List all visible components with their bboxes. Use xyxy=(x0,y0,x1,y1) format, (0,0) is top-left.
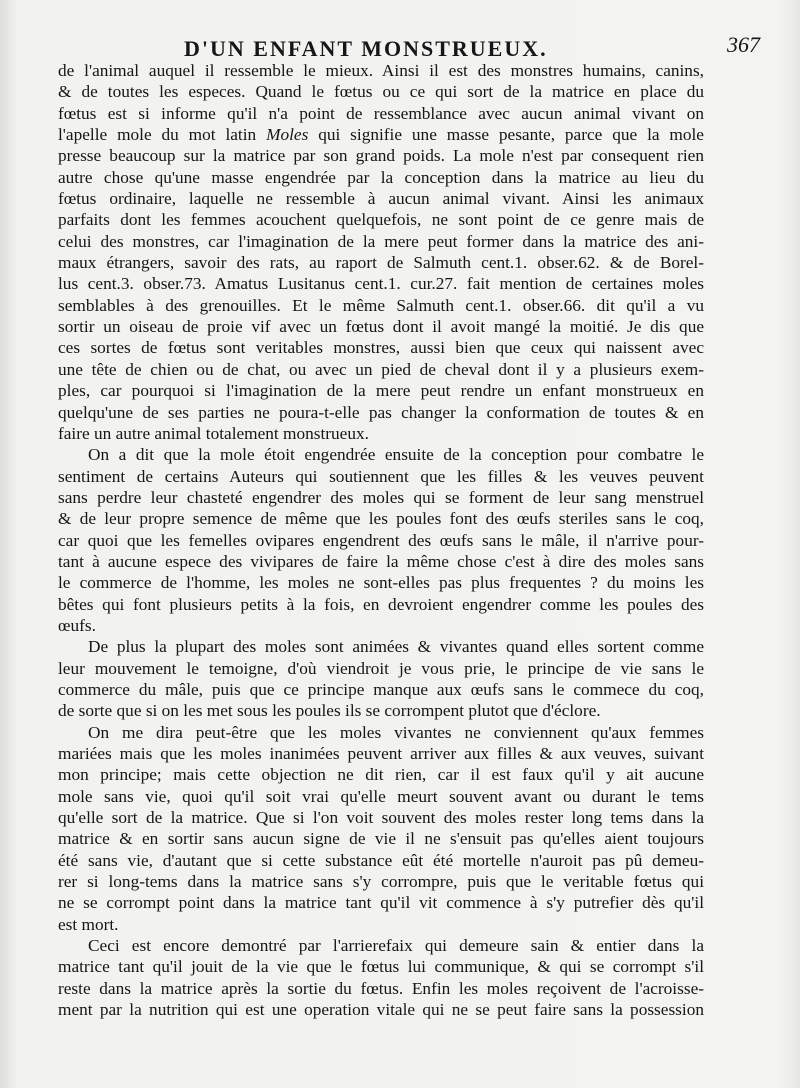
text-line: leur mouvement le temoigne, d'où viendroit je vous prie, le principe de vie sans le xyxy=(58,658,704,678)
text-line: ne se corrompt point dans la matrice tant qu'il vit commence à s'y putrefier dès qu'il xyxy=(58,893,704,913)
text-line: presse beaucoup sur la matrice par son grand poids. La mole n'est par consequent rien xyxy=(58,146,704,166)
text-line: mon principe; mais cette objection ne dit rien, car il est faux qu'il y ait aucune xyxy=(58,765,704,785)
text-line: œufs. xyxy=(58,615,96,635)
running-title: D'UN ENFANT MONSTRUEUX. xyxy=(184,36,548,61)
text-line: & de leur propre semence de même que les poules font des œufs steriles sans le coq, xyxy=(58,509,704,529)
text-line: fœtus est si informe qu'il n'a point de ressemblance avec aucun animal vivant on xyxy=(58,103,704,123)
text-line: une tête de chien ou de chat, ou avec un pied de cheval dont il y a plusieurs exem- xyxy=(58,359,704,379)
paragraph xyxy=(58,722,704,935)
page-number: 367 xyxy=(727,32,760,57)
paragraph xyxy=(58,444,704,636)
text-line: parfaits dont les femmes acouchent quelquefois, ne sont point de ce genre mais de xyxy=(58,210,704,230)
paragraph xyxy=(58,636,704,721)
text-line: sans perdre leur chasteté engendrer des moles qui se forment de leur sang menstruel xyxy=(58,487,704,507)
text-line: reste dans la matrice après la sortie du fœtus. Enfin les moles reçoivent de l'acroisse- xyxy=(58,978,704,998)
text-line: été sans vie, d'autant que si cette substance eût été mortelle n'auroit pas pû demeu- xyxy=(58,850,704,870)
text-line: fœtus ordinaire, laquelle ne ressemble à aucun animal vivant. Ainsi les animaux xyxy=(58,189,704,209)
text-line: ples, car pourquoi si l'imagination de la mere peut rendre un enfant monstrueux en xyxy=(58,381,704,401)
text-line: rer si long-tems dans la matrice sans s'y corrompre, puis que le veritable fœtus qui xyxy=(58,872,704,892)
text-line: Ceci est encore demontré par l'arrierefaix qui demeure sain & entier dans la xyxy=(88,936,704,956)
page-header xyxy=(60,30,760,62)
text-line: sentiment de certains Auteurs qui soutiennent que les filles & les veuves peuvent xyxy=(58,466,704,486)
paragraph xyxy=(58,935,704,1020)
text-line: commerce du mâle, puis que ce principe manque aux œufs sans le commece du coq, xyxy=(58,679,704,699)
text-line: autre chose qu'une masse engendrée par la conception dans la matrice au lieu du xyxy=(58,167,704,187)
text-line: faire un autre animal totalement monstrueux. xyxy=(58,423,369,443)
text-line: de sorte que si on les met sous les poules ils se corrompent plutot que d'éclore. xyxy=(58,701,601,721)
text-line: mariées mais que les moles inanimées peuvent arriver aux filles & aux veuves, suivant xyxy=(58,744,704,763)
page-body xyxy=(58,60,704,1020)
text-line: matrice tant qu'il jouit de la vie que le fœtus lui communique, & qui se corrompt s'il xyxy=(58,957,704,977)
text-line: celui des monstres, car l'imagination de la mere peut former dans la matrice des ani- xyxy=(58,231,704,251)
text-line: quelqu'une de ses parties ne poura-t-elle pas changer la conformation de toutes & en xyxy=(58,402,704,422)
text-line: tant à aucune espece des vivipares de faire la même chose c'est à dire des moles sans xyxy=(58,551,704,571)
text-line: ment par la nutrition qui est une operation vitale qui ne se peut faire sans la possession xyxy=(58,1000,704,1020)
text-line: le commerce de l'homme, les moles ne sont-elles pas plus frequentes ? du moins les xyxy=(58,573,704,593)
text-line: ces sortes de fœtus sont veritables monstres, aussi bien que ceux qui naissent avec xyxy=(58,338,704,358)
text-line: de l'animal auquel il ressemble le mieux. Ainsi il est des monstres humains, canins, xyxy=(58,61,704,80)
text-line: On a dit que la mole étoit engendrée ensuite de la conception pour combatre le xyxy=(88,445,704,465)
text-line: De plus la plupart des moles sont animées & vivantes quand elles sortent comme xyxy=(88,637,704,657)
text-line: & de toutes les especes. Quand le fœtus ou ce qui sort de la matrice en place du xyxy=(58,82,704,102)
text-line: sortir un oiseau de proie vif avec un fœtus dont il avoit mangé la moitié. Je dis que xyxy=(58,317,704,337)
paragraph xyxy=(58,60,704,444)
text-line: qu'elle sort de la matrice. Que si l'on voit souvent des moles rester long tems dans la xyxy=(58,808,704,828)
text-line: car quoi que les femelles ovipares engendrent des œufs sans le mâle, il n'arrive pour- xyxy=(58,530,704,550)
text-line: semblables à des grenouilles. Et le même Salmuth cent.1. obser.66. dit qu'il a vu xyxy=(58,295,704,315)
text-line: est mort. xyxy=(58,914,119,934)
text-line: bêtes qui font plusieurs petits à la fois, en devroient engendrer comme les poules des xyxy=(58,594,704,614)
text-line: mole sans vie, quoi qu'il soit vrai qu'elle meurt souvent avant ou durant le tems xyxy=(58,786,704,806)
text-line: matrice & en sortir sans aucun signe de vie il ne s'ensuit pas qu'elles aient toujours xyxy=(58,829,704,849)
text-line: On me dira peut-être que les moles vivantes ne conviennent qu'aux femmes xyxy=(88,722,704,742)
text-line: maux étrangers, savoir des rats, au raport de Salmuth cent.1. obser.62. & de Borel- xyxy=(58,253,704,273)
text-line: lus cent.3. obser.73. Amatus Lusitanus cent.1. cur.27. fait mention de certaines moles xyxy=(58,274,704,294)
text-line: l'apelle mole du mot latin Moles qui signifie une masse pesante, parce que la mole xyxy=(58,125,704,145)
